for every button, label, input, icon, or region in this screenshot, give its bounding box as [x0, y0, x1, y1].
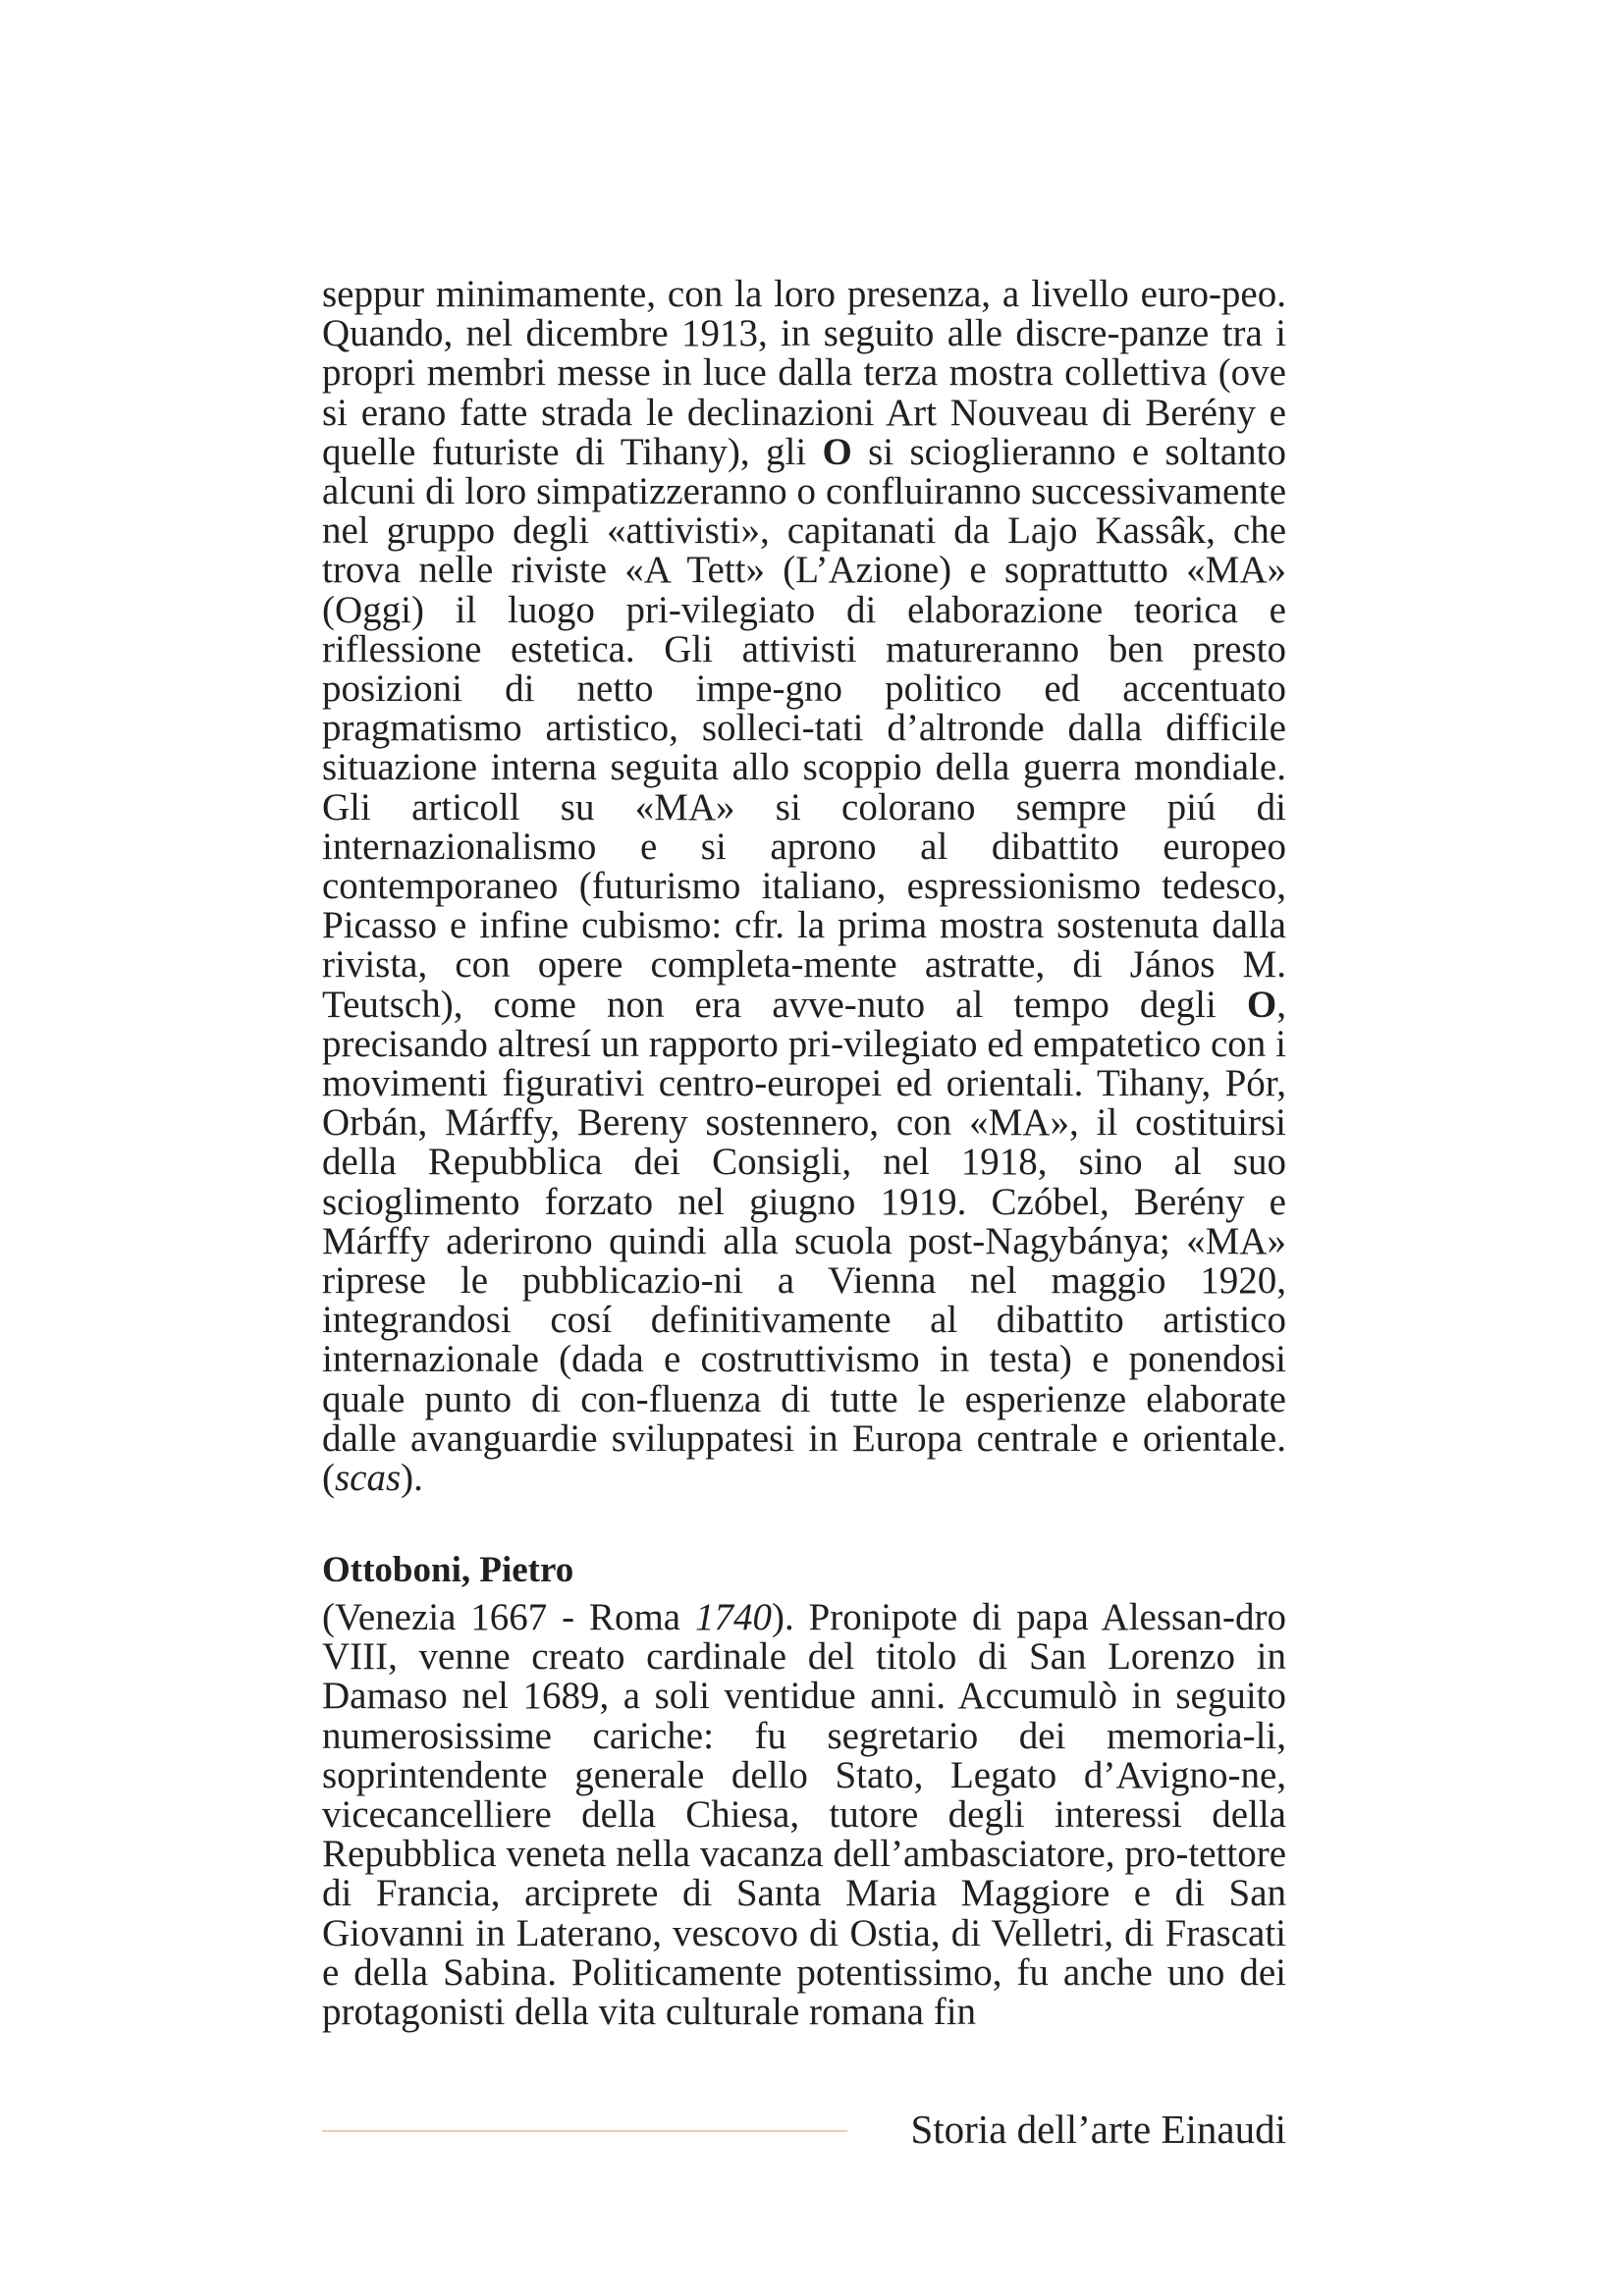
text-run: seppur minimamente, con la loro presenza, a livello euro-peo. Quando, nel dicembre 1913, in seguito alle discre-panze tra i propri membri messe in luce dalla terza mostra collettiva (ove si erano fatte strada le declinazioni Art Nouveau di Berény e quelle futuriste di Tihany), gli — [322, 273, 1286, 473]
continuation-paragraph — [322, 275, 1286, 1498]
text-run: , precisando altresí un rapporto pri-vilegiato ed empatetico con i movimenti figurativi centro-europei ed orientali. Tihany, Pór, Orbán, Márffy, Bereny sostennero, con «MA», il costituirsi della Repubblica dei Consigli, nel 1918, sino al suo scioglimento forzato nel giugno 1919. Czóbel, Berény e Márffy aderirono quindi alla scuola post-Nagybánya; «MA» riprese le pubblicazio-ni a Vienna nel maggio 1920, integrandosi cosí definitivamente al dibattito artistico internazionale (dada e costruttivismo in testa) e ponendosi quale punto di con-fluenza di tutte le esperienze elaborate dalle avanguardie sviluppatesi in Europa centrale e orientale. ( — [322, 983, 1286, 1500]
bold-letter-o: O — [1246, 983, 1277, 1026]
text-run: (Venezia 1667 - Roma — [322, 1596, 695, 1638]
footer-rule — [322, 2130, 847, 2132]
text-run: si scioglieranno e soltanto alcuni di loro simpatizzeranno o confluiranno successivamente nel gruppo degli «attivisti», capitanati da Lajo Kassâk, che trova nelle riviste «A Tett» (L’Azione) e soprattutto «MA» (Oggi) il luogo pri-vilegiato di elaborazione teorica e riflessione estetica. Gli attivisti matureranno ben presto posizioni di netto impe-gno politico ed accentuato pragmatismo artistico, solleci-tati d’altronde dalla difficile situazione interna seguita allo scoppio della guerra mondiale. Gli articoll su «MA» si colorano sempre piú di internazionalismo e si aprono al dibattito europeo contemporaneo (futurismo italiano, espressionismo tedesco, Picasso e infine cubismo: cfr. la prima mostra sostenuta dalla rivista, con opere completa-mente astratte, di János M. Teutsch), come non era avve-nuto al tempo degli — [322, 430, 1286, 1026]
entry-text — [322, 1598, 1286, 2032]
entry-paragraph — [322, 1598, 1286, 2032]
italic-year: 1740 — [694, 1596, 772, 1638]
text-run: ). — [401, 1457, 423, 1500]
page-footer — [322, 2101, 1286, 2160]
footer-title: Storia dell’arte Einaudi — [910, 2107, 1286, 2152]
text-run: ). Pronipote di papa Alessan-dro VIII, venne creato cardinale del titolo di San Lorenzo in Damaso nel 1689, a soli ventidue anni. Accumulò in seguito numerosissime cariche: fu segretario dei memoria-li, soprintendente generale dello Stato, Legato d’Avigno-ne, vicecancelliere della Chiesa, tutore degli interessi della Repubblica veneta nella vacanza dell’ambasciatore, pro-tettore di Francia, arciprete di Santa Maria Maggiore e di San Giovanni in Laterano, vescovo di Ostia, di Velletri, di Frascati e della Sabina. Politicamente potentissimo, fu anche uno dei protagonisti della vita culturale romana fin — [322, 1596, 1286, 2034]
entry-heading: Ottoboni, Pietro — [322, 1550, 574, 1590]
bold-letter-o: O — [822, 430, 852, 473]
continuation-text — [322, 275, 1286, 1498]
author-initials: scas — [335, 1457, 402, 1500]
